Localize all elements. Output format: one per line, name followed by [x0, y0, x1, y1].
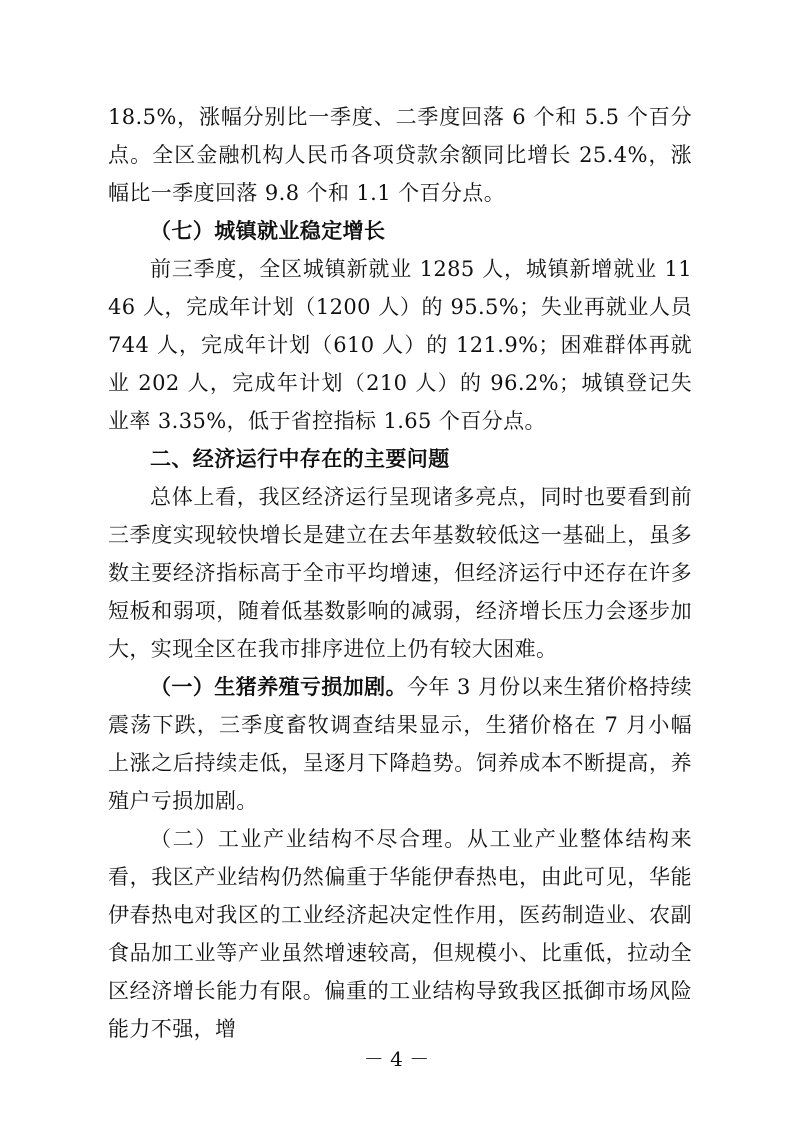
paragraph-pig-farming [108, 668, 692, 820]
paragraph-pig-farming-lead: （一）生猪养殖亏损加剧。 [150, 675, 408, 699]
paragraph-pig-farming-body: 今年 3 月份以来生猪价格持续震荡下跌，三季度畜牧调查结果显示，生猪价格在 7 月小幅上涨之后持续走低，呈逐月下降趋势。饲养成本不断提高，养殖户亏损加剧。 [108, 675, 692, 813]
heading-main-problems: 二、经济运行中存在的主要问题 [150, 447, 450, 471]
page-number: － 4 － [363, 1047, 430, 1071]
document-body [108, 98, 692, 1048]
paragraph-finance: 18.5%，涨幅分别比一季度、二季度回落 6 个和 5.5 个百分点。全区金融机构人民币各项贷款余额同比增长 25.4%，涨幅比一季度回落 9.8 个和 1.1 个百分点。 [108, 105, 692, 205]
paragraph-industrial-structure: （二）工业产业结构不尽合理。从工业产业整体结构来看，我区产业结构仍然偏重于华能伊春热电，由此可见，华能伊春热电对我区的工业经济起决定性作用，医药制造业、农副食品加工业等产业虽然增速较高，但规模小、比重低，拉动全区经济增长能力有限。偏重的工业结构导致我区抵御市场风险能力不强，增 [108, 827, 692, 1041]
heading-employment: （七）城镇就业稳定增长 [150, 219, 386, 243]
paragraph-employment: 前三季度，全区城镇新就业 1285 人，城镇新增就业 1146 人，完成年计划（1200 人）的 95.5%；失业再就业人员 744 人，完成年计划（610 人）的 121.9%；困难群体再就业 202 人，完成年计划（210 人）的 96.2%；城镇登记失业率 3.35%，低于省控指标 1.65 个百分点。 [108, 257, 692, 433]
paragraph-overview: 总体上看，我区经济运行呈现诸多亮点，同时也要看到前三季度实现较快增长是建立在去年基数较低这一基础上，虽多数主要经济指标高于全市平均增速，但经济运行中还存在许多短板和弱项，随着低基数影响的减弱，经济增长压力会逐步加大，实现全区在我市排序进位上仍有较大困难。 [108, 485, 692, 661]
